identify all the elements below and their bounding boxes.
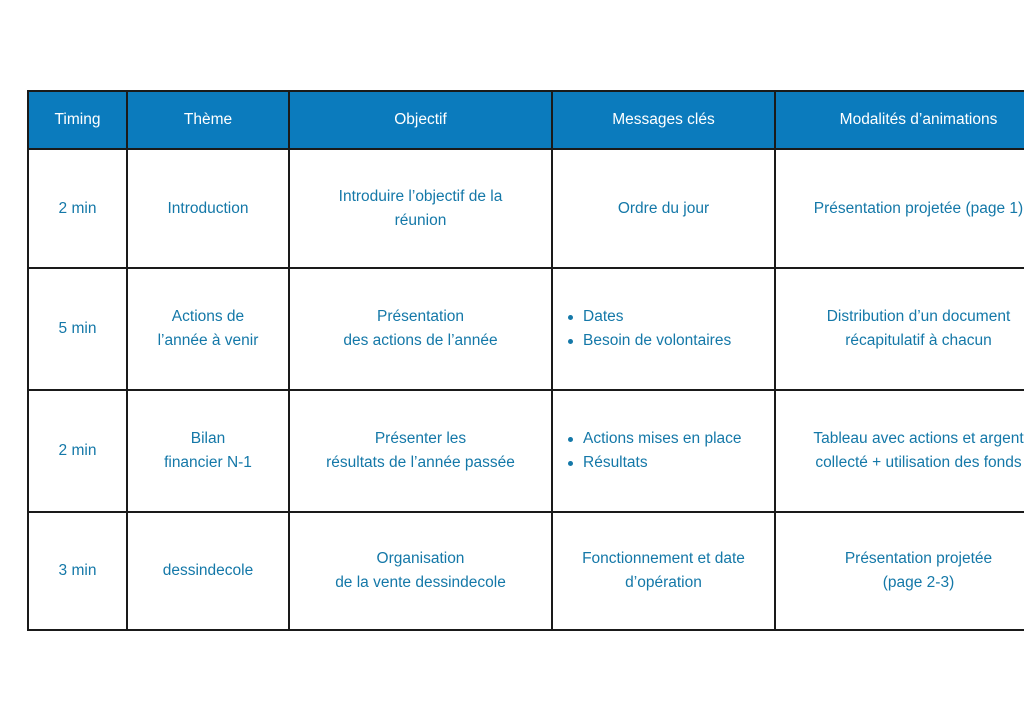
bullet-item: Résultats: [565, 451, 742, 475]
cell-text: Bilan: [190, 430, 226, 447]
cell-text: Ordre du jour: [617, 199, 710, 217]
cell-text: Introduction: [167, 199, 249, 217]
cell-objectif: [289, 149, 552, 268]
cell-theme: [127, 268, 289, 390]
cell-text: Introduire l’objectif de la: [338, 187, 503, 205]
bullet-list: [565, 427, 742, 475]
cell-timing: 5 min: [28, 268, 127, 390]
cell-text: Présentation: [376, 308, 465, 325]
cell-text: d’opération: [625, 574, 702, 591]
cell-text: des actions de l’année: [343, 332, 498, 349]
cell-text: financier N-1: [164, 454, 252, 471]
bullet-item: Actions mises en place: [565, 427, 742, 451]
cell-text: récapitulatif à chacun: [845, 332, 992, 349]
cell-objectif: [289, 512, 552, 630]
cell-text: Actions de: [171, 308, 245, 325]
cell-text: Présentation projetée: [844, 550, 993, 567]
cell-text: dessindecole: [162, 562, 254, 579]
header-theme: Thème: [127, 91, 289, 149]
header-modalites: Modalités d’animations: [775, 91, 1024, 149]
header-timing: Timing: [28, 91, 127, 149]
table-row: [28, 512, 1024, 630]
cell-messages: [552, 390, 775, 512]
cell-objectif: [289, 390, 552, 512]
cell-text: (page 2-3): [882, 574, 955, 591]
cell-text: Présenter les: [374, 430, 467, 447]
cell-theme: [127, 390, 289, 512]
table-row: [28, 390, 1024, 512]
cell-modalites: [775, 149, 1024, 268]
cell-text: l’année à venir: [157, 332, 259, 349]
cell-theme: [127, 149, 289, 268]
cell-theme: [127, 512, 289, 630]
cell-text: de la vente dessindecole: [335, 574, 506, 591]
bullet-list: [565, 305, 731, 353]
table-row: [28, 268, 1024, 390]
table-row: [28, 149, 1024, 268]
header-messages: Messages clés: [552, 91, 775, 149]
header-objectif: Objectif: [289, 91, 552, 149]
cell-text: résultats de l’année passée: [326, 454, 515, 471]
cell-objectif: [289, 268, 552, 390]
cell-modalites: [775, 390, 1024, 512]
cell-timing: 2 min: [28, 149, 127, 268]
bullet-item: Besoin de volontaires: [565, 329, 731, 353]
cell-text: Présentation projetée (page 1): [813, 199, 1024, 217]
cell-text: réunion: [394, 211, 447, 229]
header-row: [28, 91, 1024, 149]
cell-messages: [552, 512, 775, 630]
cell-text: Organisation: [376, 550, 465, 567]
agenda-table: [27, 90, 1024, 631]
bullet-item: Dates: [565, 305, 731, 329]
cell-messages: [552, 149, 775, 268]
cell-text: Distribution d’un document: [826, 308, 1011, 325]
cell-timing: 2 min: [28, 390, 127, 512]
cell-text: Fonctionnement et date: [582, 550, 745, 567]
cell-text: Tableau avec actions et argent: [813, 430, 1024, 447]
cell-messages: [552, 268, 775, 390]
cell-modalites: [775, 512, 1024, 630]
cell-timing: 3 min: [28, 512, 127, 630]
cell-text: collecté + utilisation des fonds: [815, 454, 1022, 471]
cell-modalites: [775, 268, 1024, 390]
